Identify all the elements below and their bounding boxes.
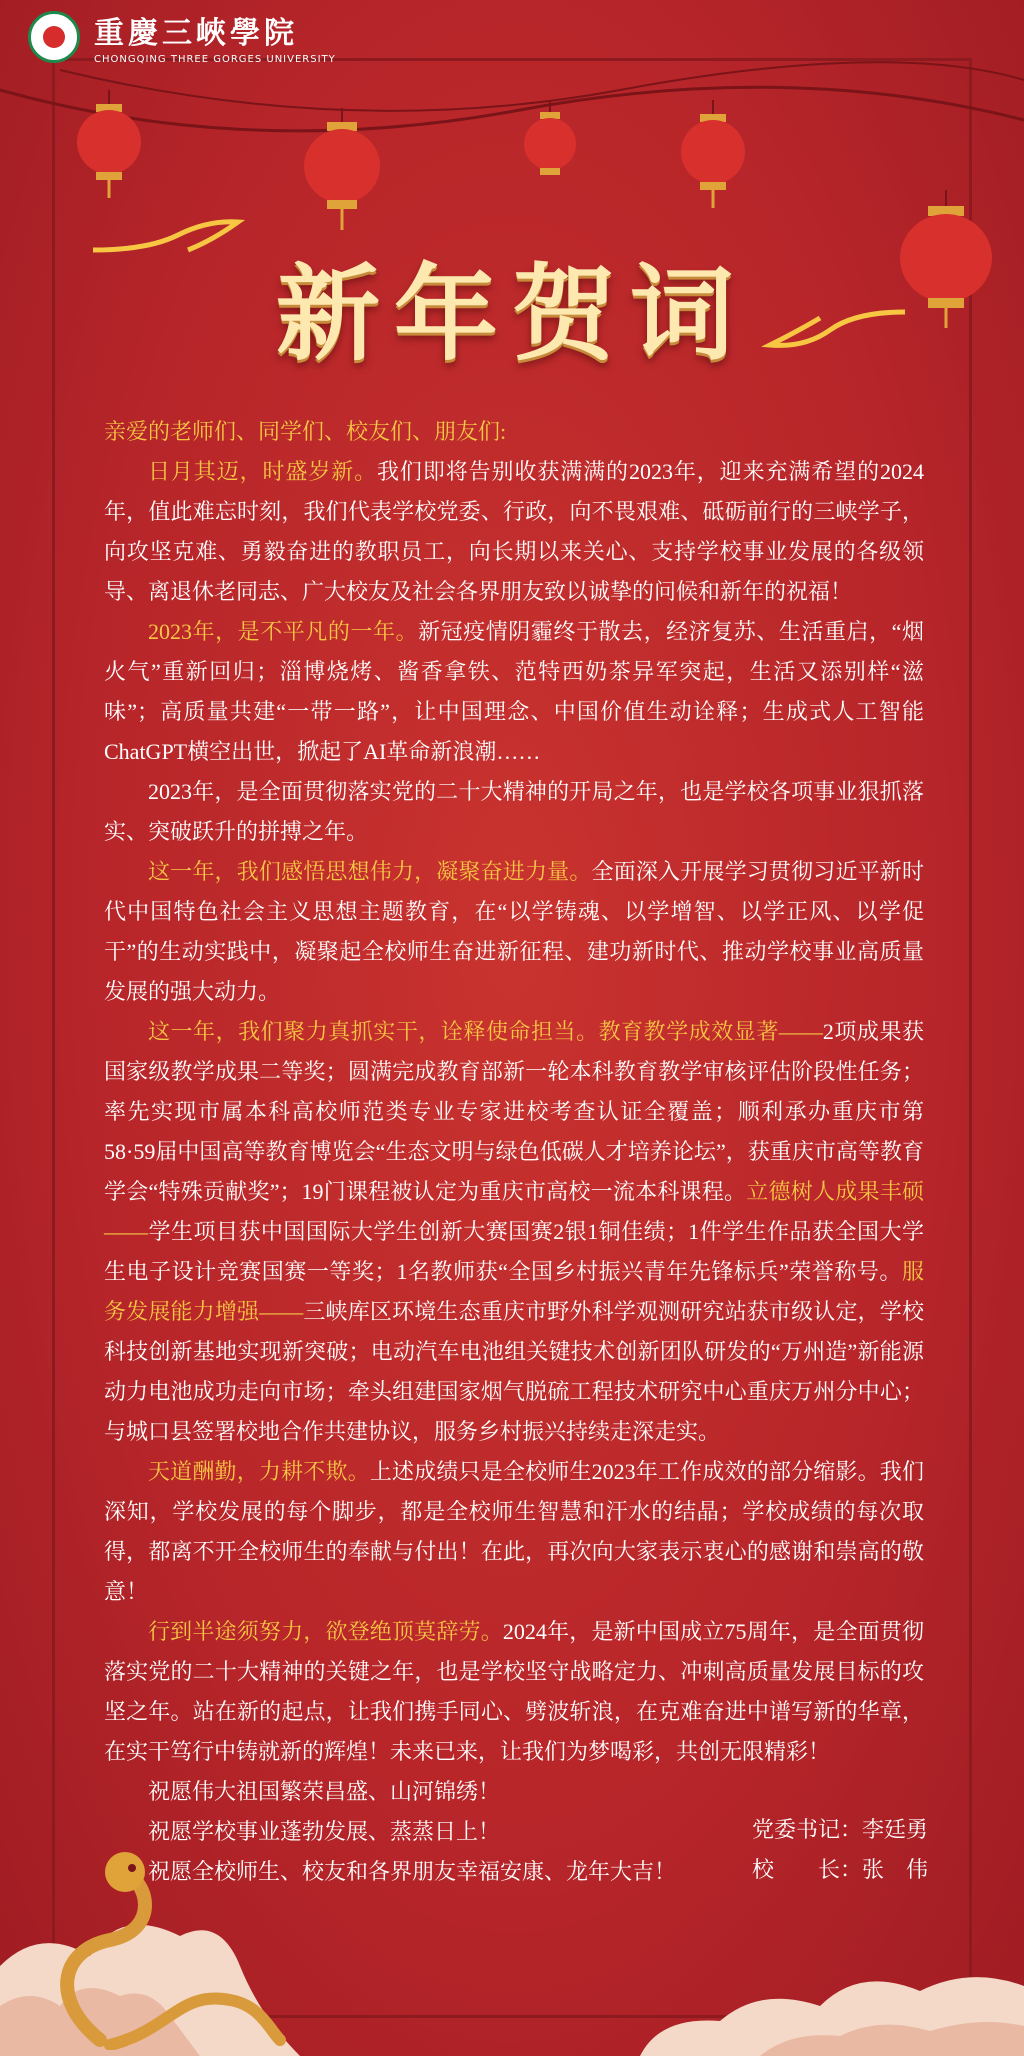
- paragraph: [104, 772, 924, 852]
- paragraph-text: 上述成绩只是全校师生2023年工作成效的部分缩影。我们深知，学校发展的每个脚步，都是全校师生智慧和汗水的结晶；学校成绩的每次取得，都离不开全校师生的奉献与付出！在此，再次向大家表示衷心的感谢和崇高的敬意！: [104, 1459, 924, 1604]
- paragraph-text: 2023年，是全面贯彻落实党的二十大精神的开局之年，也是学校各项事业狠抓落实、突破跃升的拼搏之年。: [104, 779, 924, 844]
- page-title: 新年贺词: [275, 252, 748, 375]
- letter-body: [104, 412, 924, 1892]
- president-signature: 校 长：张 伟: [751, 1857, 928, 1882]
- paragraph-lead: 服务发展能力增强——: [104, 1259, 924, 1324]
- paragraph-lead: 这一年，我们感悟思想伟力，凝聚奋进力量。: [148, 859, 592, 884]
- lantern-icon: [302, 108, 382, 233]
- wish-line: 祝愿学校事业蓬勃发展、蒸蒸日上！: [148, 1819, 501, 1844]
- wish-line: 祝愿全校师生、校友和各界朋友幸福安康、龙年大吉！: [148, 1859, 677, 1884]
- salutation: 亲爱的老师们、同学们、校友们、朋友们:: [104, 419, 507, 444]
- paragraph-text: 2024年，是新中国成立75周年，是全面贯彻落实党的二十大精神的关键之年，也是学校坚守战略定力、冲刺高质量发展目标的攻坚之年。站在新的起点，让我们携手同心、劈波斩浪，在克难奋进中谱写新的华章，在实干笃行中铸就新的辉煌！未来已来，让我们为梦喝彩，共创无限精彩！: [104, 1619, 924, 1764]
- dragon-icon: [30, 1840, 290, 2050]
- paragraph: [104, 1612, 924, 1772]
- paragraph-lead: 立德树人成果丰硕——: [104, 1179, 924, 1244]
- lantern-icon: [678, 100, 748, 210]
- paragraph-text: 全面深入开展学习贯彻习近平新时代中国特色社会主义思想主题教育，在“以学铸魂、以学增智、以学正风、以学促干”的生动实践中，凝聚起全校师生奋进新征程、建功新时代、推动学校事业高质量发展的强大动力。: [104, 859, 924, 1004]
- paragraph-lead: 这一年，我们聚力真抓实干，诠释使命担当。教育教学成效显著——: [148, 1019, 823, 1044]
- paragraph: [104, 452, 924, 612]
- school-name-en: CHONGQING THREE GORGES UNIVERSITY: [94, 54, 336, 65]
- paragraph: [104, 1012, 924, 1452]
- wish-line: 祝愿伟大祖国繁荣昌盛、山河锦绣！: [148, 1779, 501, 1804]
- paragraph-lead: 日月其迈，时盛岁新。: [148, 459, 378, 484]
- paragraph: [104, 1452, 924, 1612]
- paragraph-lead: 2023年，是不平凡的一年。: [148, 619, 419, 644]
- paragraph: [104, 852, 924, 1012]
- paragraph-text: 新冠疫情阴霾终于散去，经济复苏、生活重启，“烟火气”重新回归；淄博烧烤、酱香拿铁、范特西奶茶异军突起，生活又添别样“滋味”；高质量共建“一带一路”，让中国理念、中国价值生动诠释；生成式人工智能ChatGPT横空出世，掀起了AI革命新浪潮……: [104, 619, 924, 764]
- paragraph-lead: 行到半途须努力，欲登绝顶莫辞劳。: [148, 1619, 503, 1644]
- lantern-icon: [522, 100, 578, 190]
- paragraph-text: 学生项目获中国国际大学生创新大赛国赛2银1铜佳绩；1件学生作品获全国大学生电子设计竞赛国赛一等奖；1名教师获“全国乡村振兴青年先锋标兵”荣誉称号。: [104, 1219, 924, 1284]
- paragraph-text: 我们即将告别收获满满的2023年，迎来充满希望的2024年，值此难忘时刻，我们代表学校党委、行政，向不畏艰难、砥砺前行的三峡学子，向攻坚克难、勇毅奋进的教职员工，向长期以来关心、支持学校事业发展的各级领导、离退休老同志、广大校友及社会各界朋友致以诚挚的问候和新年的祝福！: [104, 459, 924, 604]
- school-name-cn: 重慶三峽學院: [94, 16, 298, 51]
- paragraph-text: 三峡库区环境生态重庆市野外科学观测研究站获市级认定，学校科技创新基地实现新突破；电动汽车电池组关键技术创新团队研发的“万州造”新能源动力电池成功走向市场；牵头组建国家烟气脱硫工程技术研究中心重庆万州分中心；与城口县签署校地合作共建协议，服务乡村振兴持续走深走实。: [104, 1299, 924, 1444]
- party-secretary-signature: 党委书记：李廷勇: [751, 1817, 928, 1842]
- lantern-icon: [74, 90, 144, 200]
- paragraph: [104, 612, 924, 772]
- paragraph-lead: 天道酬勤，力耕不欺。: [148, 1459, 370, 1484]
- paragraph-text: 2项成果获国家级教学成果二等奖；圆满完成教育部新一轮本科教育教学审核评估阶段性任务；率先实现市属本科高校师范类专业专家进校考查认证全覆盖；顺利承办重庆市第58·59届中国高等教育博览会“生态文明与绿色低碳人才培养论坛”，获重庆市高等教育学会“特殊贡献奖”；19门课程被认定为重庆市高校一流本科课程。: [104, 1019, 924, 1204]
- lantern-strings: [0, 50, 1024, 170]
